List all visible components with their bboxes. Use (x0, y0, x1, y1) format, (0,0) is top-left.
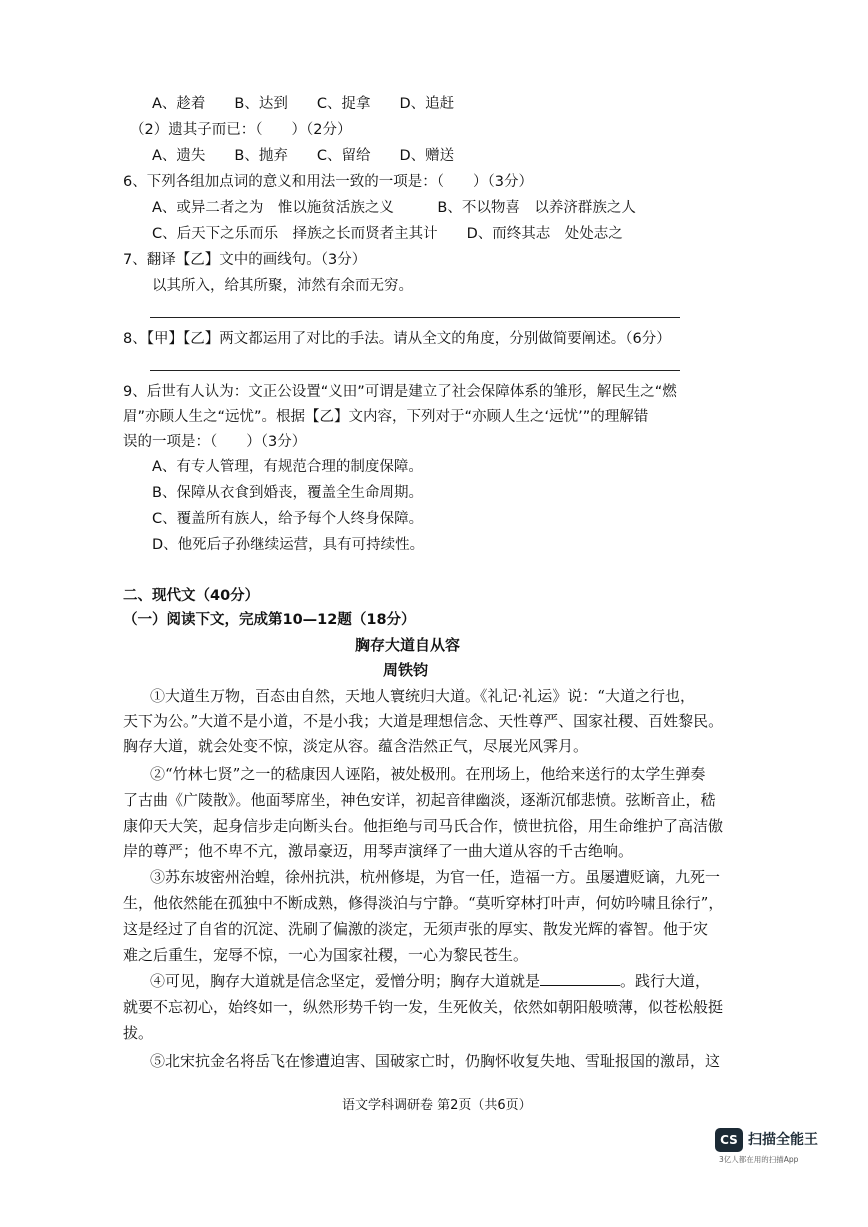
fill-in-blank (540, 971, 620, 986)
q9-option-a: A、有专人管理，有规范合理的制度保障。 (152, 459, 423, 475)
paragraph-5-line: ⑤北宋抗金名将岳飞在惨遭迫害、国破家亡时，仍胸怀收复失地、雪耻报国的激昂，这 (150, 1052, 721, 1070)
paragraph-3-line: ③苏东坡密州治蝗，徐州抗洪，杭州修堤，为官一任，造福一方。虽屡遭贬谪，九死一 (150, 868, 721, 886)
paragraph-3-line: 生，他依然能在孤独中不断成熟，修得淡泊与宁静。“莫听穿林打叶声，何妨吟啸且徐行”， (123, 894, 724, 912)
q6-options-cd: C、后天下之乐而乐 择族之长而贤者主其计 D、而终其志 处处志之 (152, 226, 623, 242)
section-2-subtitle: （一）阅读下文，完成第10—12题（18分） (123, 612, 416, 628)
answer-line (150, 317, 680, 318)
scanner-watermark (715, 1128, 835, 1168)
page-footer: 语文学科调研卷 第2页（共6页） (342, 1098, 532, 1113)
q5-options-row1: A、趁着 B、达到 C、捉拿 D、追赶 (152, 96, 455, 112)
article-author: 周铁钧 (383, 661, 429, 679)
q6-stem: 6、下列各组加点词的意义和用法一致的一项是：（ ）（3分） (123, 174, 533, 190)
q9-option-b: B、保障从衣食到婚丧，覆盖全生命周期。 (152, 485, 423, 501)
section-2-title: 二、现代文（40分） (123, 588, 260, 604)
paragraph-2-line: ②“竹林七贤”之一的嵇康因人诬陷，被处极刑。在刑场上，他给来送行的太学生弹奏 (150, 765, 706, 783)
q7-sentence: 以其所入，给其所聚，沛然有余而无穷。 (152, 278, 413, 294)
paragraph-4-text: 。践行大道， (620, 972, 711, 990)
q8-stem: 8、【甲】【乙】两文都运用了对比的手法。请从全文的角度，分别做简要阐述。（6分） (123, 331, 671, 347)
q6-options-ab: A、或异二者之为 惟以施贫活族之义 B、不以物喜 以养济群族之人 (152, 200, 636, 216)
paragraph-4-line: 就要不忘初心，始终如一，纵然形势千钧一发，生死攸关，依然如朝阳般喷薄，似苍松般挺 (123, 998, 724, 1016)
article-title: 胸存大道自从容 (355, 636, 461, 654)
q9-line-1: 9、后世有人认为：文正公设置“义田”可谓是建立了社会保障体系的雏形，解民生之“燃 (123, 384, 677, 400)
q9-option-d: D、他死后子孙继续运营，具有可持续性。 (152, 537, 425, 553)
paragraph-4-text: ④可见，胸存大道就是信念坚定，爱憎分明；胸存大道就是 (150, 972, 541, 990)
paragraph-1-line: 天下为公。”大道不是小道，不是小我；大道是理想信念、天性尊严、国家社稷、百姓黎民。 (123, 712, 724, 730)
answer-line (150, 370, 680, 371)
watermark-tagline: 3亿人都在用的扫描App (719, 1155, 799, 1164)
paragraph-2-line: 了古曲《广陵散》。他面琴席坐，神色安详，初起音律幽淡，逐渐沉郁悲愤。弦断音止，嵇 (123, 791, 716, 809)
paragraph-4-line (150, 971, 710, 991)
camscanner-logo: CS (715, 1128, 743, 1152)
paragraph-2-line: 康仰天大笑，起身信步走向断头台。他拒绝与司马氏合作，愤世抗俗，用生命维护了高洁傲 (123, 817, 724, 835)
q9-line-3: 误的一项是：（ ）（3分） (123, 434, 307, 450)
paragraph-4-line: 拔。 (123, 1024, 154, 1042)
q9-option-c: C、覆盖所有族人，给予每个人终身保障。 (152, 511, 424, 527)
paragraph-1-line: ①大道生万物，百态由自然，天地人寰统归大道。《礼记·礼运》说：“大道之行也， (150, 687, 695, 705)
q7-stem: 7、翻译【乙】文中的画线句。（3分） (123, 252, 367, 268)
paragraph-1-line: 胸存大道，就会处变不惊，淡定从容。蕴含浩然正气，尽展光风霁月。 (123, 737, 589, 755)
paragraph-3-line: 这是经过了自省的沉淀、洗刷了偏激的淡定，无须声张的厚实、散发光辉的睿智。他于灾 (123, 920, 709, 938)
q9-line-2: 眉”亦顾人生之“远忧”。根据【乙】文内容，下列对于“亦顾人生之‘远忧’”的理解错 (123, 409, 649, 425)
watermark-app-name: 扫描全能王 (748, 1132, 818, 1148)
q5-sub-question-2: （2）遗其子而已：（ ）（2分） (130, 122, 352, 138)
paragraph-2-line: 岸的尊严；他不卑不亢，激昂豪迈，用琴声演绎了一曲大道从容的千古绝响。 (123, 842, 634, 860)
paragraph-3-line: 难之后重生，宠辱不惊，一心为国家社稷，一心为黎民苍生。 (123, 946, 529, 964)
q5-options-row2: A、遗失 B、抛弃 C、留给 D、赠送 (152, 148, 455, 164)
